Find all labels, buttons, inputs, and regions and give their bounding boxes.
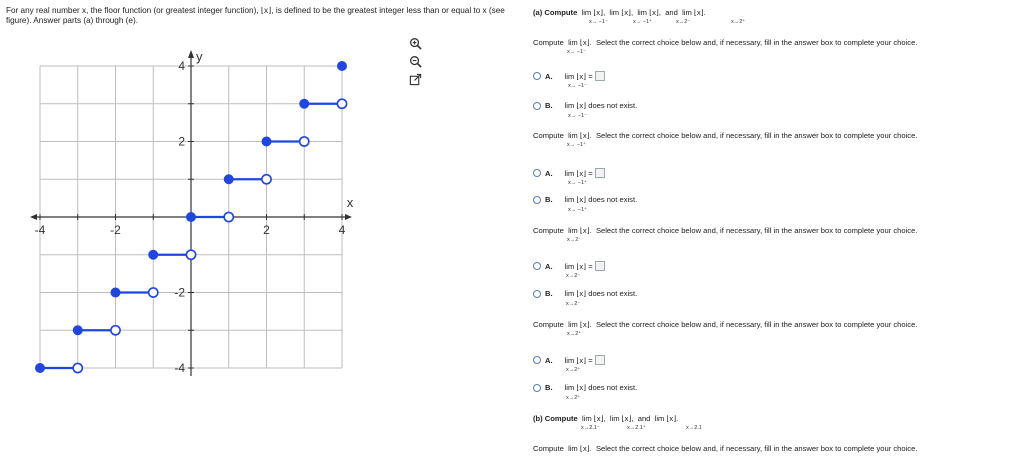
part-a-lim-4: lim ⌊x⌋. bbox=[682, 8, 706, 17]
prompt-limit: lim ⌊x⌋. bbox=[568, 444, 592, 453]
part-b-sub-2: x→2.1⁺ bbox=[627, 425, 646, 431]
zoom-out-icon bbox=[409, 55, 422, 68]
question-2-prompt-sub: x→ −1⁺ bbox=[567, 142, 586, 148]
option-text: lim ⌊x⌋ does not exist. bbox=[564, 289, 638, 298]
option-letter: B. bbox=[545, 289, 553, 298]
option-text: lim ⌊x⌋ = bbox=[564, 261, 593, 271]
part-b-sub-3: x→2.1 bbox=[686, 425, 702, 431]
option-b-sub: x→ −1⁻ bbox=[568, 113, 587, 119]
x-tick-label: 4 bbox=[338, 223, 346, 237]
option-text: lim ⌊x⌋ = bbox=[564, 71, 593, 81]
graph-tools bbox=[408, 36, 428, 90]
y-tick-label: -4 bbox=[174, 361, 185, 375]
option-letter: A. bbox=[545, 71, 553, 81]
radio-button[interactable] bbox=[533, 102, 541, 110]
option-text: lim ⌊x⌋ = bbox=[564, 355, 593, 365]
question-4-prompt-sub: x→2⁺ bbox=[567, 331, 582, 337]
radio-button[interactable] bbox=[533, 169, 541, 177]
part-b-and: and bbox=[637, 414, 651, 423]
y-axis-arrow-up bbox=[188, 50, 194, 58]
option-letter: A. bbox=[545, 355, 553, 365]
option-a-sub: x→ −1⁺ bbox=[568, 180, 587, 186]
radio-button[interactable] bbox=[533, 196, 541, 204]
answer-box[interactable] bbox=[595, 168, 605, 178]
closed-endpoint bbox=[299, 99, 309, 109]
part-b-label: (b) Compute bbox=[533, 414, 578, 423]
y-tick-label: 4 bbox=[178, 59, 185, 73]
prompt-instructions: Select the correct choice below and, if necessary, fill in the answer box to complete your choice. bbox=[595, 38, 918, 47]
option-text: lim ⌊x⌋ = bbox=[564, 168, 593, 178]
graph-tick-labels bbox=[35, 49, 354, 375]
prompt-text: Compute bbox=[533, 38, 564, 47]
x-tick-label: -4 bbox=[34, 223, 46, 237]
intro-line-2: figure). Answer parts (a) through (e). bbox=[6, 16, 138, 25]
x-axis-arrow-right bbox=[345, 214, 352, 220]
open-endpoint bbox=[224, 212, 233, 221]
option-text: lim ⌊x⌋ does not exist. bbox=[564, 101, 638, 110]
answer-box[interactable] bbox=[595, 355, 605, 365]
open-endpoint bbox=[111, 326, 120, 335]
option-letter: A. bbox=[545, 168, 553, 178]
closed-endpoint bbox=[224, 174, 234, 184]
question-4-prompt bbox=[533, 320, 917, 329]
closed-endpoint bbox=[186, 212, 196, 222]
radio-button[interactable] bbox=[533, 72, 541, 80]
prompt-text: Compute bbox=[533, 320, 564, 329]
y-tick-label: 2 bbox=[178, 134, 185, 149]
question-1-option-b[interactable] bbox=[533, 101, 637, 110]
option-a-sub: x→ −1⁻ bbox=[568, 83, 587, 89]
option-text: lim ⌊x⌋ does not exist. bbox=[564, 195, 638, 204]
part-a-and: and bbox=[665, 8, 678, 17]
question-1-option-a[interactable] bbox=[533, 71, 605, 81]
question-3-prompt bbox=[533, 226, 917, 235]
question-4-option-b[interactable] bbox=[533, 383, 637, 392]
answer-box[interactable] bbox=[595, 71, 605, 81]
question-3-option-b[interactable] bbox=[533, 289, 637, 298]
open-endpoint bbox=[300, 137, 309, 146]
x-axis-variable: x bbox=[346, 195, 354, 210]
question-3-option-a[interactable] bbox=[533, 261, 605, 271]
question-1-prompt bbox=[533, 38, 917, 47]
x-tick-label: 2 bbox=[263, 223, 270, 237]
prompt-limit: lim ⌊x⌋. bbox=[568, 131, 592, 140]
prompt-limit: lim ⌊x⌋. bbox=[568, 320, 592, 329]
x-tick-label: -2 bbox=[110, 223, 121, 237]
closed-endpoint bbox=[73, 325, 83, 335]
prompt-limit: lim ⌊x⌋. bbox=[568, 226, 592, 235]
option-text: lim ⌊x⌋ does not exist. bbox=[564, 383, 638, 392]
closed-endpoint bbox=[35, 363, 45, 373]
option-b-sub: x→ −1⁺ bbox=[568, 207, 587, 213]
radio-button[interactable] bbox=[533, 356, 541, 364]
radio-button[interactable] bbox=[533, 384, 541, 392]
question-2-option-a[interactable] bbox=[533, 168, 605, 178]
prompt-text: Compute bbox=[533, 444, 564, 453]
intro-line-1: For any real number x, the floor function (or greatest integer function), ⌊x⌋, is defined to be the greatest integer less than or equal to x (see bbox=[6, 6, 505, 15]
part-a-header bbox=[533, 8, 706, 17]
part-a-sub-3: x→2⁻ bbox=[676, 19, 691, 25]
question-2-prompt bbox=[533, 131, 917, 140]
prompt-text: Compute bbox=[533, 226, 564, 235]
option-letter: B. bbox=[545, 101, 553, 110]
question-4-option-a[interactable] bbox=[533, 355, 605, 365]
option-letter: B. bbox=[545, 195, 553, 204]
part-b-header bbox=[533, 414, 678, 423]
prompt-instructions: Select the correct choice below and, if necessary, fill in the answer box to complete your choice. bbox=[595, 444, 918, 453]
zoom-out-button[interactable] bbox=[408, 54, 423, 69]
answer-box[interactable] bbox=[595, 261, 605, 271]
external-link-icon bbox=[409, 73, 422, 86]
prompt-instructions: Select the correct choice below and, if necessary, fill in the answer box to complete your choice. bbox=[595, 131, 918, 140]
y-axis-variable: y bbox=[196, 49, 203, 64]
part-a-sub-1: x→ −1⁻ bbox=[589, 19, 608, 25]
question-1-prompt-sub: x→ −1⁻ bbox=[567, 49, 586, 55]
part-b-sub-1: x→2.1⁻ bbox=[581, 425, 600, 431]
part-a-sub-2: x→ −1⁺ bbox=[633, 19, 652, 25]
open-endpoint bbox=[186, 250, 195, 259]
y-tick-label: -2 bbox=[174, 285, 185, 300]
closed-endpoint bbox=[337, 61, 347, 71]
part-a-label: (a) Compute bbox=[533, 8, 578, 17]
option-a-sub: x→2⁻ bbox=[566, 273, 581, 279]
zoom-in-icon bbox=[409, 37, 422, 50]
open-endpoint bbox=[73, 363, 82, 372]
option-letter: A. bbox=[545, 261, 553, 271]
part-b-lim-3: lim ⌊x⌋. bbox=[654, 414, 679, 423]
zoom-in-button[interactable] bbox=[408, 36, 423, 51]
part-b-lim-1: lim ⌊x⌋, bbox=[581, 414, 606, 423]
closed-endpoint bbox=[148, 250, 158, 260]
option-b-sub: x→2⁻ bbox=[566, 301, 581, 307]
prompt-instructions: Select the correct choice below and, if necessary, fill in the answer box to complete your choice. bbox=[595, 320, 918, 329]
option-a-sub: x→2⁺ bbox=[566, 367, 581, 373]
radio-button[interactable] bbox=[533, 262, 541, 270]
x-axis-arrow-left bbox=[30, 214, 37, 220]
radio-button[interactable] bbox=[533, 290, 541, 298]
part-a-lim-1: lim ⌊x⌋, bbox=[581, 8, 606, 17]
part-a-lim-3: lim ⌊x⌋, bbox=[637, 8, 661, 17]
open-endpoint bbox=[337, 99, 346, 108]
option-letter: B. bbox=[545, 383, 553, 392]
part-b-question-1-prompt bbox=[533, 444, 917, 453]
question-2-option-b[interactable] bbox=[533, 195, 637, 204]
question-pane bbox=[533, 0, 1024, 458]
part-a-lim-2: lim ⌊x⌋, bbox=[609, 8, 634, 17]
prompt-limit: lim ⌊x⌋. bbox=[568, 38, 592, 47]
closed-endpoint bbox=[111, 288, 121, 298]
open-endpoint bbox=[262, 175, 271, 184]
open-endpoint bbox=[149, 288, 158, 297]
prompt-instructions: Select the correct choice below and, if necessary, fill in the answer box to complete your choice. bbox=[595, 226, 918, 235]
question-3-prompt-sub: x→2⁻ bbox=[567, 237, 582, 243]
part-b-lim-2: lim ⌊x⌋, bbox=[609, 414, 634, 423]
closed-endpoint bbox=[262, 137, 272, 147]
prompt-text: Compute bbox=[533, 131, 564, 140]
open-external-button[interactable] bbox=[408, 72, 423, 87]
option-b-sub: x→2⁺ bbox=[566, 395, 581, 401]
part-a-sub-4: x→2⁺ bbox=[731, 19, 746, 25]
